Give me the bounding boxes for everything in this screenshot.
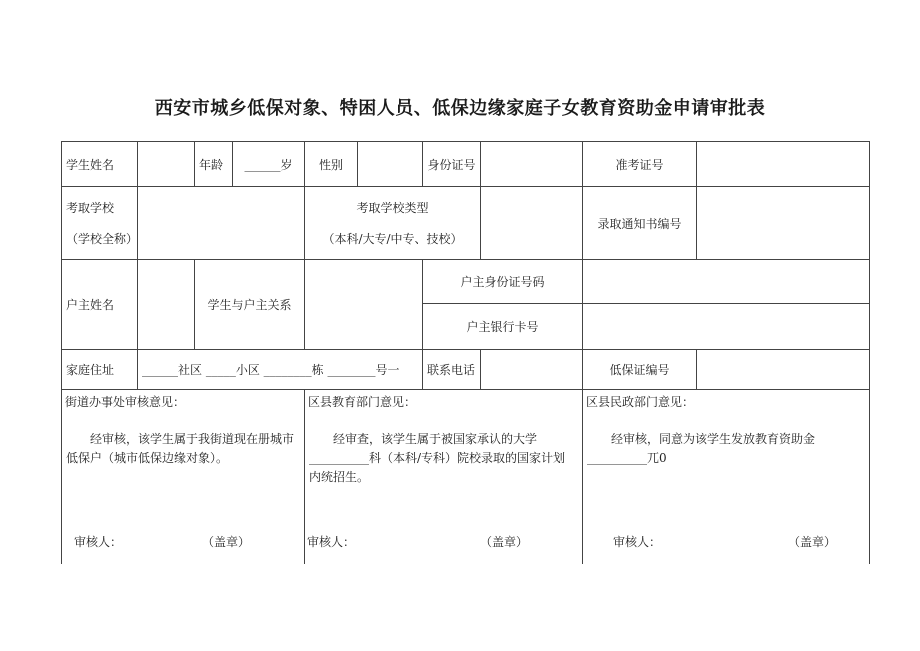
student-name-label: 学生姓名 [66, 157, 115, 172]
relation-label-cell [194, 259, 305, 350]
address-label-cell [61, 349, 138, 390]
civil-reviewer-label: 审核人： [613, 535, 662, 549]
bank-card-field[interactable] [582, 303, 870, 350]
age-field[interactable] [232, 141, 305, 187]
phone-label: 联系电话 [427, 363, 476, 377]
education-reviewer-label: 审核人： [307, 535, 356, 549]
exam-id-label: 准考证号 [615, 157, 664, 172]
address-field[interactable] [137, 349, 423, 390]
gender-field[interactable] [357, 141, 423, 187]
admission-no-field[interactable] [696, 186, 870, 260]
householder-name-field[interactable] [137, 259, 195, 350]
gender-label: 性别 [318, 157, 343, 172]
id-label-cell [422, 141, 481, 187]
school-type-label: 考取学校类型 [356, 201, 429, 215]
id-label: 身份证号 [427, 157, 476, 172]
school-type-cell [304, 186, 481, 260]
street-seal-label: （盖章） [202, 535, 251, 549]
age-label-cell [194, 141, 233, 187]
form-title: 西安市城乡低保对象、特困人员、低保边缘家庭子女教育资助金申请审批表 [154, 98, 766, 119]
school-label-cell [61, 186, 138, 260]
bank-card-label: 户主银行卡号 [466, 320, 539, 334]
admission-no-label-cell [582, 186, 697, 260]
school-type-options: （本科/大专/中专、技校） [322, 232, 463, 246]
age-value: ______岁 [244, 157, 293, 172]
street-reviewer-label: 审核人： [74, 535, 123, 549]
exam-id-field[interactable] [696, 141, 870, 187]
education-opinion-body: 经审查，该学生属于被国家承认的大学 __________科（本科/专科）院校录取的国家计划内统招生。 [309, 432, 566, 484]
admission-no-label: 录取通知书编号 [597, 216, 682, 231]
dibao-no-label: 低保证编号 [609, 363, 670, 377]
exam-id-label-cell [582, 141, 697, 187]
relation-label: 学生与户主关系 [207, 298, 292, 312]
street-opinion-body: 经审核，该学生属于我街道现在册城市低保户（城市低保边缘对象）。 [66, 432, 295, 465]
education-opinion-heading: 区县教育部门意见： [308, 395, 417, 409]
age-label: 年龄 [199, 157, 224, 172]
civil-opinion-heading: 区县民政部门意见： [586, 395, 695, 409]
householder-name-label-cell [61, 259, 138, 350]
relation-field[interactable] [304, 259, 423, 350]
gender-label-cell [304, 141, 358, 187]
school-field[interactable] [137, 186, 305, 260]
phone-label-cell [422, 349, 481, 390]
address-label: 家庭住址 [66, 363, 115, 377]
householder-id-label: 户主身份证号码 [460, 275, 545, 289]
civil-opinion-box [582, 389, 870, 564]
householder-name-label: 户主姓名 [66, 298, 115, 312]
householder-id-label-cell [422, 259, 583, 304]
civil-opinion-body: 经审核，同意为该学生发放教育资助金 __________兀0 [587, 432, 816, 465]
householder-id-field[interactable] [582, 259, 870, 304]
student-name-field[interactable] [137, 141, 195, 187]
school-label: 考取学校 [66, 201, 115, 215]
phone-field[interactable] [480, 349, 583, 390]
id-field[interactable] [480, 141, 583, 187]
education-opinion-box [304, 389, 583, 564]
street-opinion-box [61, 389, 305, 564]
bank-card-label-cell [422, 303, 583, 350]
address-template: ______社区 _____小区 ________栋 ________号一 [142, 363, 400, 377]
civil-seal-label: （盖章） [788, 535, 837, 549]
student-name-label-cell [61, 141, 138, 187]
dibao-no-label-cell [582, 349, 697, 390]
education-seal-label: （盖章） [480, 535, 529, 549]
school-sublabel: （学校全称） [66, 232, 139, 246]
school-type-field[interactable] [480, 186, 583, 260]
street-opinion-heading: 街道办事处审核意见： [65, 395, 186, 409]
dibao-no-field[interactable] [696, 349, 870, 390]
